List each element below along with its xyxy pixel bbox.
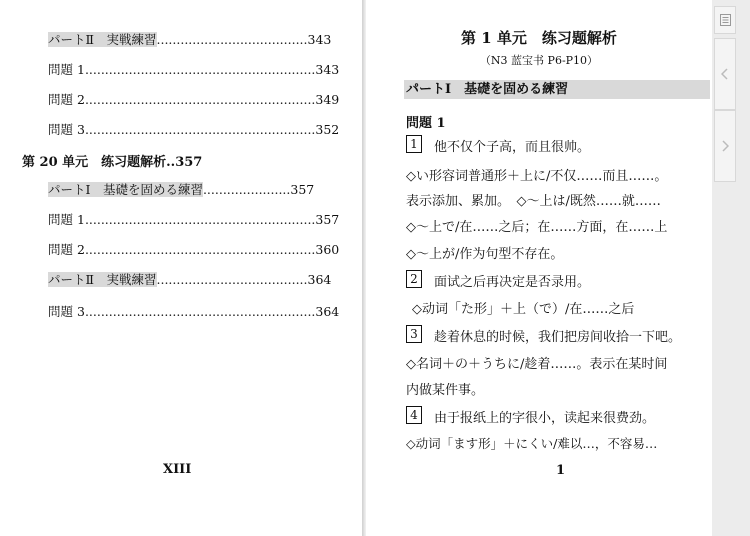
toc-entry[interactable]	[48, 30, 331, 48]
reader-side-rail	[712, 0, 750, 536]
toc-entry[interactable]	[48, 60, 339, 78]
toc-entry-label: 問題 3	[48, 304, 85, 319]
toc-leader: ..........................................................	[84, 242, 316, 257]
toc-entry[interactable]	[48, 180, 314, 198]
item-text: 趁着休息的时候，我们把房间收拾一下吧。	[434, 330, 682, 345]
toc-entry-label: 問題 1	[48, 212, 85, 227]
toc-page-number: 357	[290, 182, 315, 197]
right-page	[366, 0, 712, 536]
toc-leader: ..........................................................	[84, 212, 316, 227]
item-note: ◇动词「ます形」＋にくい/难以…，不容易…	[406, 436, 658, 451]
question-heading: 問題 1	[406, 116, 446, 131]
toc-page-number: 364	[315, 304, 340, 319]
chevron-right-icon[interactable]	[714, 110, 736, 182]
toc-entry[interactable]	[48, 90, 339, 108]
toc-entry-label: パートⅠ 基礎を固める練習	[48, 182, 203, 197]
item-note: ◇い形容词普通形＋上に/不仅……而且……。	[406, 169, 668, 184]
toc-leader: ......................................	[156, 272, 308, 287]
chevron-left-icon[interactable]	[714, 38, 736, 110]
toc-entry-label: 問題 2	[48, 92, 85, 107]
toc-page-number: 357	[315, 212, 340, 227]
chapter-heading[interactable]: 第 20 单元 练习题解析..357	[22, 155, 203, 170]
toc-entry-label: 問題 3	[48, 122, 85, 137]
item-note: ◇动词「た形」＋上（で）/在……之后	[412, 302, 635, 317]
item-text: 面试之后再决定是否录用。	[434, 275, 591, 290]
toc-entry-label: パートⅡ 実戦練習	[48, 32, 157, 47]
item-note: ◇名词＋の＋うちに/趁着……。表示在某时间	[406, 357, 668, 372]
toc-entry[interactable]	[48, 270, 331, 288]
toc-page-number: 343	[307, 32, 332, 47]
toc-entry[interactable]	[48, 240, 339, 258]
toc-entry-label: パートⅡ 実戦練習	[48, 272, 157, 287]
item-number-box: 4	[406, 406, 422, 424]
item-note: ◇～上で/在……之后；在……方面，在……上	[406, 220, 668, 235]
toc-leader: ..........................................................	[84, 62, 316, 77]
item-text: 由于报纸上的字很小，读起来很费劲。	[434, 411, 656, 426]
toc-leader: ..........................................................	[84, 304, 316, 319]
page-title: 第 1 单元 练习题解析	[461, 29, 617, 47]
toc-page-number: 343	[315, 62, 340, 77]
menu-icon[interactable]	[714, 6, 736, 34]
toc-entry-label: 問題 2	[48, 242, 85, 257]
item-note: ◇～上が/作为句型不存在。	[406, 247, 564, 262]
toc-page-number: 352	[315, 122, 340, 137]
section-heading: パートⅠ 基礎を固める練習	[404, 80, 710, 99]
item-note: 内做某件事。	[406, 383, 485, 398]
item-number-box: 3	[406, 325, 422, 343]
toc-entry[interactable]	[48, 210, 339, 228]
toc-entry[interactable]	[48, 302, 339, 320]
item-text: 他不仅个子高，而且很帅。	[434, 140, 591, 155]
item-number-box: 1	[406, 135, 422, 153]
toc-entry[interactable]	[48, 120, 339, 138]
toc-page-number: 364	[307, 272, 332, 287]
toc-leader: ......................	[202, 182, 291, 197]
toc-page-number: 360	[315, 242, 340, 257]
left-page	[0, 0, 362, 536]
page-folio: XIII	[163, 462, 192, 477]
toc-page-number: 349	[315, 92, 340, 107]
toc-leader: ..........................................................	[84, 92, 316, 107]
page-subtitle: （N3 蓝宝书 P6-P10）	[479, 54, 599, 67]
toc-leader: ......................................	[156, 32, 308, 47]
toc-entry-label: 問題 1	[48, 62, 85, 77]
page-folio: 1	[556, 463, 566, 478]
item-number-box: 2	[406, 270, 422, 288]
toc-leader: ..........................................................	[84, 122, 316, 137]
item-note: 表示添加、累加。 ◇～上は/既然……就……	[406, 194, 661, 209]
